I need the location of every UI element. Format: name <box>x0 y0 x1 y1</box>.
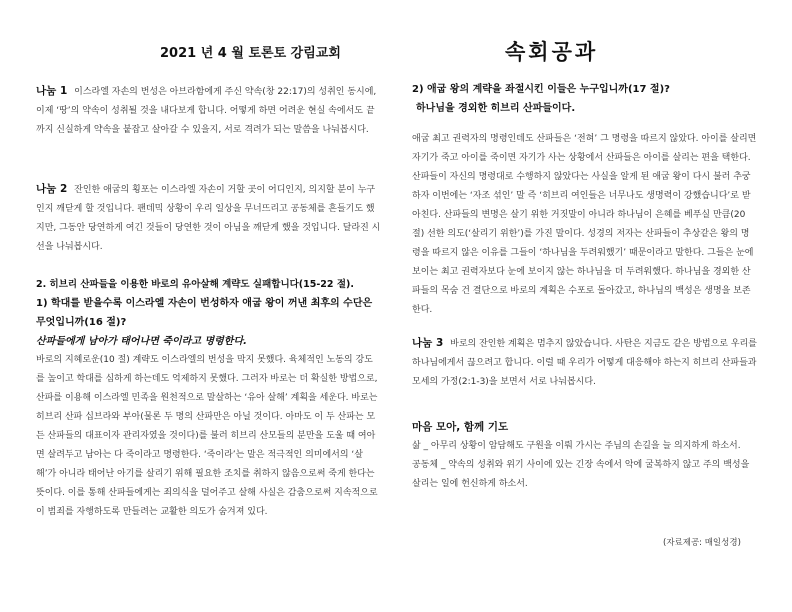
sharing-2-lead: 나눔 2 <box>36 183 68 195</box>
answer-2: 하나님을 경외한 히브리 산파들이다. <box>416 103 576 114</box>
left-column <box>36 82 381 140</box>
right-column <box>412 80 757 118</box>
source-credit: (자료제공: 매일성경) <box>663 538 741 548</box>
prayer-heading: 마음 모아, 함께 기도 <box>412 421 509 433</box>
prayer-life: 삶 _ 아무리 상황이 암담해도 구원을 이뤄 가시는 주님의 손길을 늘 의지하게 하소서. <box>412 441 741 451</box>
sharing-3 <box>412 334 757 392</box>
sharing-3-text: 바로의 잔인한 계획은 멈추지 않았습니다. 사탄은 지금도 같은 방법으로 우리를 하나님에게서 끊으려고 합니다. 이럴 때 우리가 어떻게 대응해야 하는지 히브리 산파들과 모세의 가정(2:1-3)을 보면서 서로 나눠봅시다. <box>412 339 757 387</box>
right-column-3 <box>412 334 757 392</box>
sharing-2-text: 잔인한 애굽의 횡포는 이스라엘 자손이 거할 곳이 어디인지, 의지할 분이 누구인지 깨닫게 할 것입니다. 팬데믹 상황이 우리 일상을 무너뜨리고 공동체를 흔들기도 했지만, 그동안 당연하게 여긴 것들이 당연한 것이 아님을 깨닫게 했을 것입니다. 달라진 시선을 나눠봅시다. <box>36 185 381 252</box>
question-2: 2) 애굽 왕의 계략을 좌절시킨 이들은 누구입니까(17 절)? <box>412 84 670 95</box>
left-column-2 <box>36 180 381 257</box>
right-title: 속회공과 <box>505 40 599 64</box>
sharing-2 <box>36 180 381 257</box>
right-column-body <box>412 130 757 320</box>
right-body-text: 애굽 최고 권력자의 명령인데도 산파들은 ‘전혀’ 그 명령을 따르지 않았다. 아이를 살리면 자기가 죽고 아이를 죽이면 자기가 사는 상황에서 산파들은 아이를 살리는 편을 택한다. 산파들이 자신의 명령대로 수행하지 않았다는 사실을 알게 된 애굽 왕이 다시 불러 추궁하자 이번에는 ‘자조 섞인’ 말 즉 ‘히브리 여인들은 너무나도 생명력이 강했습니다’로 받아친다. 산파들의 변명은 살기 위한 거짓말이 아니라 하나님이 은혜를 베푸실 만큼(20 절) 선한 의도(‘살리기 위한’)를 가진 말이다. 성경의 저자는 산파들이 추상같은 왕의 명령을 따르지 않은 이유를 그들이 ‘하나님을 두려워했기’ 때문이라고 말한다. 그들은 눈에 보이는 최고 권력자보다 눈에 보이지 않는 하나님을 더 두려워했다. 하나님을 경외한 산파들의 목숨 건 결단으로 바로의 계획은 수포로 돌아갔고, 하나님의 백성은 생명을 보존한다. <box>412 134 757 315</box>
sharing-1-text: 이스라엘 자손의 번성은 아브라함에게 주신 약속(창 22:17)의 성취인 동시에, 이제 ‘땅’의 약속이 성취될 것을 내다보게 합니다. 어떻게 하면 어려운 현실 속에서도 끝까지 신실하게 약속을 붙잡고 살아갈 수 있을지, 서로 격려가 되는 말씀을 나눠봅시다. <box>36 87 377 135</box>
section-2-heading: 2. 히브리 산파들을 이용한 바로의 유아살해 계략도 실패합니다(15-22 절). <box>36 279 354 290</box>
sharing-1 <box>36 82 381 140</box>
sharing-3-lead: 나눔 3 <box>412 337 444 349</box>
prayer-section <box>412 418 757 494</box>
left-column-3 <box>36 275 381 522</box>
left-body-text: 바로의 지혜로운(10 절) 계략도 이스라엘의 번성을 막지 못했다. 육체적인 노동의 강도를 높이고 학대를 심하게 하는데도 억제하지 못했다. 그러자 바로는 더 확실한 방법으로, 산파를 이용해 이스라엘 민족을 원천적으로 말살하는 ‘유아 살해’ 계획을 세운다. 바로는 히브리 산파 십브라와 부아(물론 두 명의 산파만은 아닐 것이다. 아마도 이 두 산파는 모든 산파들의 대표이자 관리자였을 것이다)를 불러 히브리 산모들의 분만을 도울 때 여아면 살려두고 남아는 다 죽이라고 명령한다. ‘죽이라’는 말은 적극적인 의미에서의 ‘살해’가 아니라 태어난 아기를 살리기 위해 필요한 조치를 취하지 않음으로써 죽게 한다는 뜻이다. 이를 통해 산파들에게는 죄의식을 덜어주고 살해 사실은 감춤으로써 지속적으로 이 범죄를 자행하도록 만들려는 교활한 의도가 숨겨져 있다. <box>36 355 378 517</box>
prayer-community: 공동체 _ 약속의 성취와 위기 사이에 있는 긴장 속에서 악에 굴복하지 않고 주의 백성을 살리는 일에 헌신하게 하소서. <box>412 460 750 489</box>
answer-1: 산파들에게 남아가 태어나면 죽이라고 명령한다. <box>36 336 247 347</box>
sharing-1-lead: 나눔 1 <box>36 85 68 97</box>
left-title: 2021 년 4 월 토론토 강림교회 <box>160 46 341 61</box>
question-1: 1) 학대를 받을수록 이스라엘 자손이 번성하자 애굽 왕이 꺼낸 최후의 수단은 무엇입니까(16 절)? <box>36 298 373 328</box>
